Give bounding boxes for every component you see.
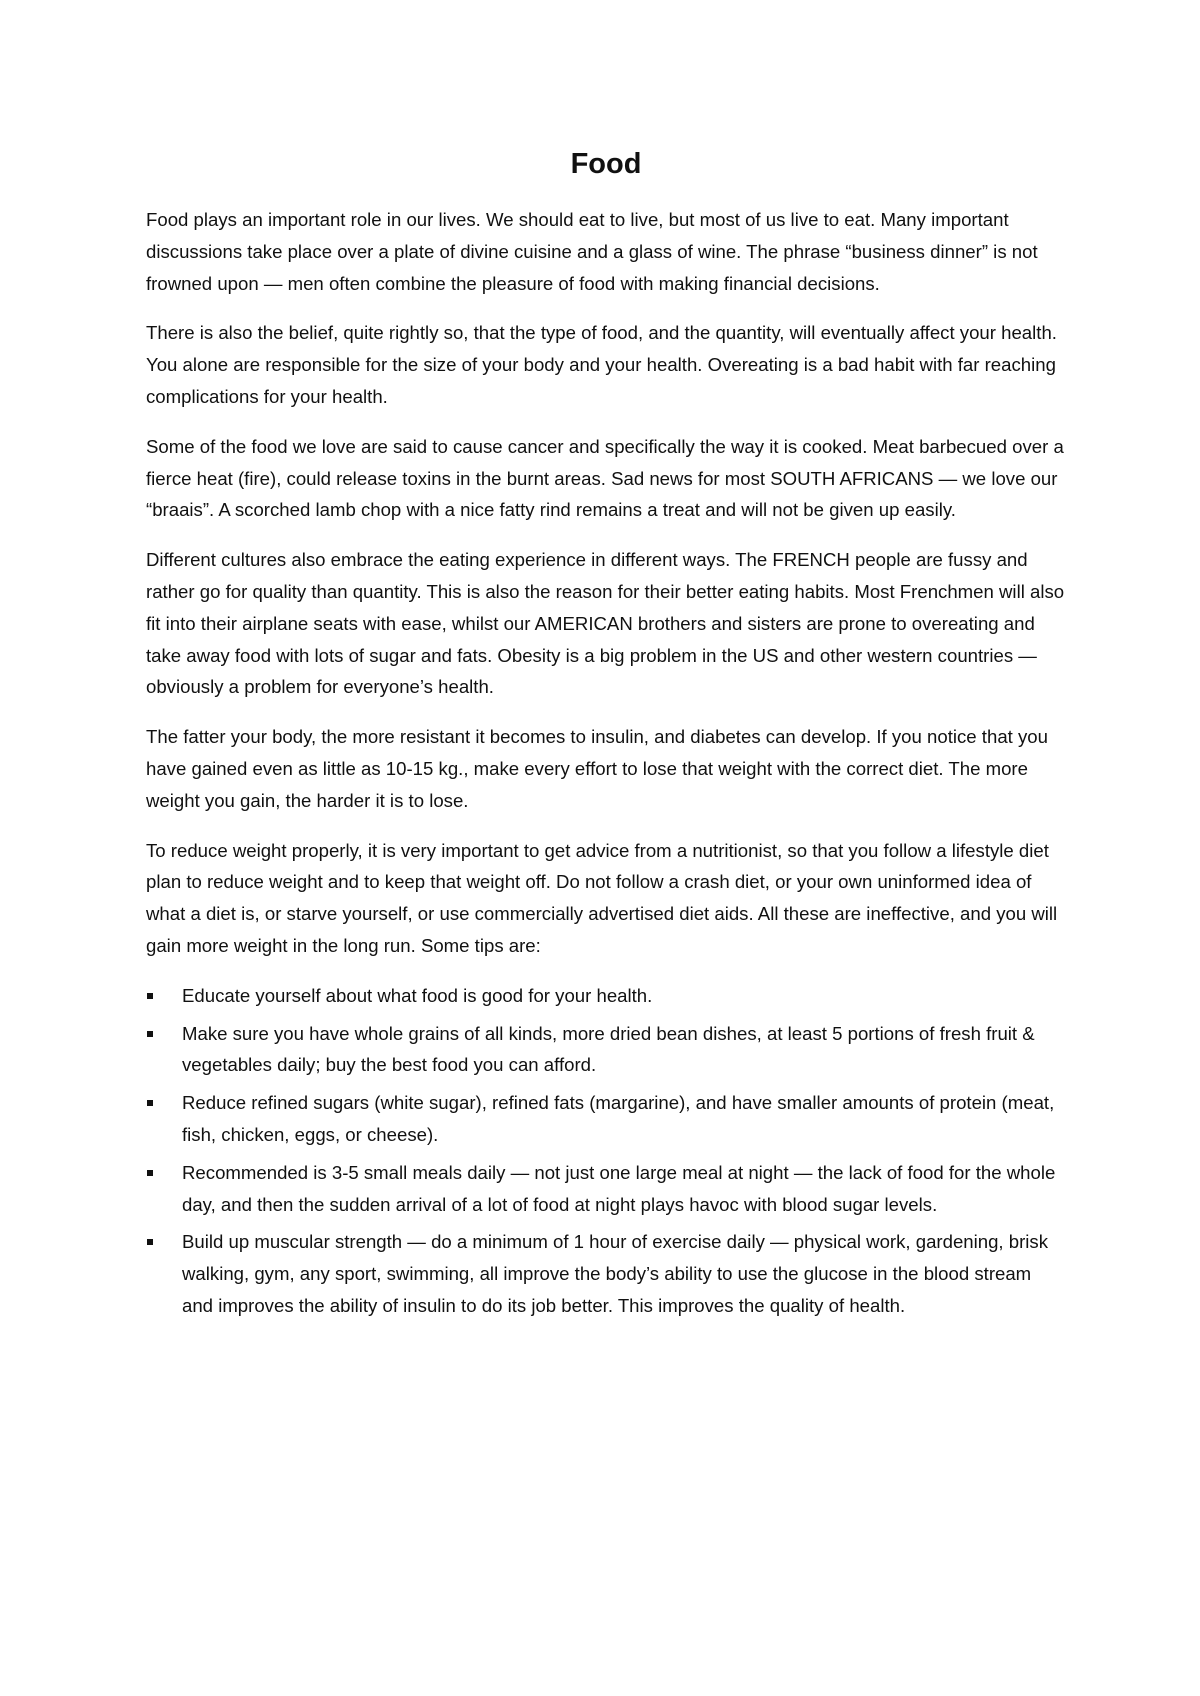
paragraph-health-belief: There is also the belief, quite rightly so, that the type of food, and the quantity, will eventually affect your health. You alone are responsible for the size of your body and your health. Overeating is a bad habit with far reaching complications for your health.: [146, 322, 1057, 407]
list-item: [146, 980, 1066, 1012]
paragraph-intro: Food plays an important role in our lives. We should eat to live, but most of us live to eat. Many important discussions take place over a plate of divine cuisine and a glass of wine. The phrase “business dinner” is not frowned upon — men often combine the pleasure of food with making financial decisions.: [146, 209, 1038, 294]
paragraph-cancer: Some of the food we love are said to cause cancer and specifically the way it is cooked. Meat barbecued over a fierce heat (fire), could release toxins in the burnt areas. Sad news for most SOUTH AFRICANS — we love our “braais”. A scorched lamb chop with a nice fatty rind remains a treat and will not be given up easily.: [146, 435, 1064, 521]
list-item-text: Make sure you have whole grains of all kinds, more dried bean dishes, at least 5 portions of fresh fruit & vegetables daily; buy the best food you can afford.: [182, 1022, 1035, 1076]
list-item-text: Build up muscular strength — do a minimum of 1 hour of exercise daily — physical work, gardening, brisk walking, gym, any sport, swimming, all improve the body’s ability to use the glucose in the blood stream and improves the ability of insulin to do its job better. This improves the quality of health.: [182, 1231, 1049, 1316]
list-item-text: Reduce refined sugars (white sugar), refined fats (margarine), and have smaller amounts of protein (meat, fish, chicken, eggs, or cheese).: [182, 1092, 1055, 1145]
square-bullet-icon: [147, 993, 153, 999]
paragraph-reduce-weight: To reduce weight properly, it is very important to get advice from a nutritionist, so that you follow a lifestyle diet plan to reduce weight and to keep that weight off. Do not follow a crash diet, or your own uninformed idea of what a diet is, or starve yourself, or use commercially advertised diet aids. All these are ineffective, and you will gain more weight in the long run. Some tips are:: [146, 839, 1058, 956]
list-item-text: Recommended is 3-5 small meals daily — not just one large meal at night — the lack of food for the whole day, and then the sudden arrival of a lot of food at night plays havoc with blood sugar levels.: [182, 1161, 1056, 1215]
document-title: Food: [570, 148, 642, 180]
tips-list: [146, 980, 1066, 1322]
document-body: [146, 146, 1066, 1328]
square-bullet-icon: [147, 1100, 153, 1106]
list-item: [146, 1226, 1066, 1321]
paragraph-insulin: The fatter your body, the more resistant it becomes to insulin, and diabetes can develop. If you notice that you have gained even as little as 10-15 kg., make every effort to lose that weight with the correct diet. The more weight you gain, the harder it is to lose.: [146, 726, 1048, 811]
list-item: [146, 1087, 1066, 1151]
square-bullet-icon: [147, 1239, 153, 1245]
list-item-text: Educate yourself about what food is good for your health.: [182, 984, 653, 1006]
square-bullet-icon: [147, 1170, 153, 1176]
list-item: [146, 1157, 1066, 1221]
list-item: [146, 1018, 1066, 1082]
square-bullet-icon: [147, 1031, 153, 1037]
paragraph-cultures: Different cultures also embrace the eating experience in different ways. The FRENCH people are fussy and rather go for quality than quantity. This is also the reason for their better eating habits. Most Frenchmen will also fit into their airplane seats with ease, whilst our AMERICAN brothers and sisters are prone to overeating and take away food with lots of sugar and fats. Obesity is a big problem in the US and other western countries — obviously a problem for everyone’s health.: [146, 549, 1065, 698]
